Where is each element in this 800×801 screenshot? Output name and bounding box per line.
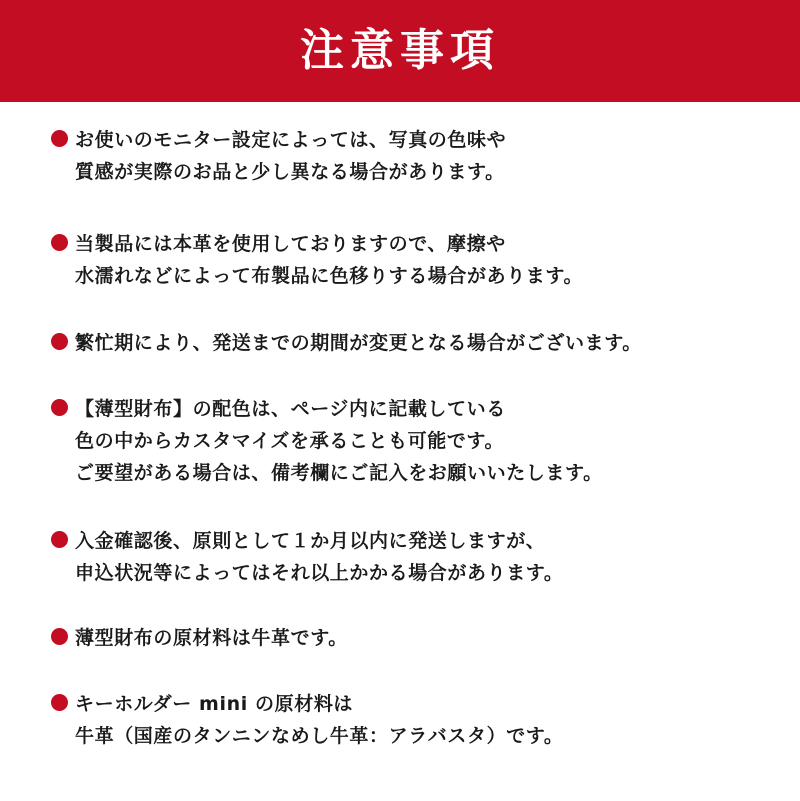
note-line <box>51 154 791 186</box>
note-item <box>51 122 791 186</box>
note-item <box>51 686 791 750</box>
note-line <box>51 226 791 258</box>
bullet-icon <box>51 333 68 350</box>
note-text: 繁忙期により、発送までの期間が変更となる場合がございます。 <box>75 331 642 354</box>
page-title: 注意事項 <box>300 25 500 76</box>
note-line <box>51 686 791 718</box>
bullet-icon <box>51 694 68 711</box>
note-text: 申込状況等によってはそれ以上かかる場合があります。 <box>75 561 564 584</box>
note-text: ご要望がある場合は、備考欄にご記入をお願いいたします。 <box>75 461 603 484</box>
bullet-icon <box>51 531 68 548</box>
note-line <box>51 423 791 455</box>
note-text: 牛革（国産のタンニンなめし牛革：アラバスタ）です。 <box>75 724 564 747</box>
note-line <box>51 391 791 423</box>
note-text: 入金確認後、原則として１か月以内に発送しますが、 <box>75 529 546 552</box>
note-item <box>51 391 791 487</box>
bullet-icon <box>51 130 68 147</box>
header-banner <box>0 0 800 102</box>
note-line <box>51 455 791 487</box>
note-text: 薄型財布の原材料は牛革です。 <box>75 626 348 649</box>
note-item <box>51 226 791 290</box>
note-text: キーホルダー mini の原材料は <box>75 692 354 715</box>
note-text: 【薄型財布】の配色は、ページ内に記載している <box>75 397 506 420</box>
note-item <box>51 620 791 652</box>
note-text: 当製品には本革を使用しておりますので、摩擦や <box>75 232 506 255</box>
note-line <box>51 523 791 555</box>
note-text: 質感が実際のお品と少し異なる場合があります。 <box>75 160 505 183</box>
note-text: 水濡れなどによって布製品に色移りする場合があります。 <box>75 264 584 287</box>
note-line <box>51 555 791 587</box>
note-line <box>51 325 791 357</box>
note-line <box>51 718 791 750</box>
bullet-icon <box>51 399 68 416</box>
bullet-icon <box>51 628 68 645</box>
note-item <box>51 325 791 357</box>
bullet-icon <box>51 234 68 251</box>
note-text: お使いのモニター設定によっては、写真の色味や <box>75 128 507 151</box>
note-text: 色の中からカスタマイズを承ることも可能です。 <box>75 429 505 452</box>
note-line <box>51 620 791 652</box>
note-line <box>51 258 791 290</box>
note-line <box>51 122 791 154</box>
note-item <box>51 523 791 587</box>
